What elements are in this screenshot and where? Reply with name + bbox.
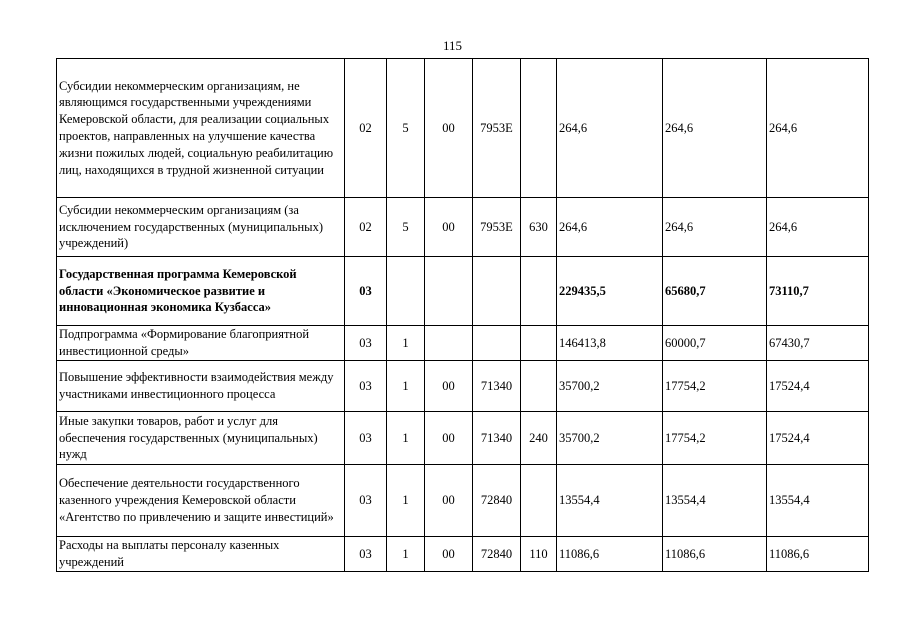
table-row (57, 257, 869, 326)
sum-3: 73110,7 (767, 257, 869, 326)
row-name: Расходы на выплаты персоналу казенных учреждений (57, 537, 345, 572)
program-code: 03 (345, 412, 387, 465)
sum-2: 13554,4 (663, 465, 767, 537)
sum-1: 146413,8 (557, 326, 663, 361)
group-code (425, 326, 473, 361)
subprogram-code: 1 (387, 326, 425, 361)
sum-1: 13554,4 (557, 465, 663, 537)
subprogram-code: 1 (387, 465, 425, 537)
page-number: 115 (442, 38, 463, 53)
row-name: Государственная программа Кемеровской области «Экономическое развитие и инновационная экономика Кузбасса» (57, 257, 345, 326)
sum-1: 229435,5 (557, 257, 663, 326)
subprogram-code: 5 (387, 59, 425, 198)
sum-3: 17524,4 (767, 412, 869, 465)
budget-table (56, 58, 869, 572)
sum-2: 264,6 (663, 59, 767, 198)
group-code: 00 (425, 198, 473, 257)
program-code: 03 (345, 537, 387, 572)
direction-code: 7953Е (473, 59, 521, 198)
table-row (57, 537, 869, 572)
sum-3: 67430,7 (767, 326, 869, 361)
group-code: 00 (425, 59, 473, 198)
sum-3: 11086,6 (767, 537, 869, 572)
direction-code: 71340 (473, 361, 521, 412)
direction-code: 7953Е (473, 198, 521, 257)
direction-code: 72840 (473, 465, 521, 537)
sum-3: 264,6 (767, 59, 869, 198)
sum-2: 60000,7 (663, 326, 767, 361)
sum-3: 264,6 (767, 198, 869, 257)
program-code: 02 (345, 59, 387, 198)
sum-1: 264,6 (557, 198, 663, 257)
table-row (57, 361, 869, 412)
row-name: Подпрограмма «Формирование благоприятной инвестиционной среды» (57, 326, 345, 361)
program-code: 03 (345, 326, 387, 361)
expense-type-code: 240 (521, 412, 557, 465)
table-row (57, 198, 869, 257)
row-name: Иные закупки товаров, работ и услуг для обеспечения государственных (муниципальных) нужд (57, 412, 345, 465)
sum-1: 264,6 (557, 59, 663, 198)
program-code: 02 (345, 198, 387, 257)
sum-2: 264,6 (663, 198, 767, 257)
sum-2: 11086,6 (663, 537, 767, 572)
sum-2: 17754,2 (663, 412, 767, 465)
group-code: 00 (425, 412, 473, 465)
expense-type-code (521, 326, 557, 361)
expense-type-code: 110 (521, 537, 557, 572)
row-name: Субсидии некоммерческим организациям, не являющимся государственными учреждениями Кемеровской области, для реализации социальных проектов, направленных на улучшение качества жизни пожилых людей, социальную реабилитацию лиц, находящихся в трудной жизненной ситуации (57, 59, 345, 198)
expense-type-code (521, 361, 557, 412)
expense-type-code (521, 465, 557, 537)
subprogram-code: 1 (387, 361, 425, 412)
table-row (57, 59, 869, 198)
subprogram-code: 1 (387, 537, 425, 572)
program-code: 03 (345, 465, 387, 537)
expense-type-code (521, 59, 557, 198)
sum-1: 11086,6 (557, 537, 663, 572)
group-code: 00 (425, 537, 473, 572)
table-row (57, 465, 869, 537)
program-code: 03 (345, 257, 387, 326)
sum-2: 17754,2 (663, 361, 767, 412)
direction-code: 72840 (473, 537, 521, 572)
sum-3: 13554,4 (767, 465, 869, 537)
direction-code (473, 326, 521, 361)
direction-code (473, 257, 521, 326)
row-name: Повышение эффективности взаимодействия между участниками инвестиционного процесса (57, 361, 345, 412)
expense-type-code (521, 257, 557, 326)
group-code (425, 257, 473, 326)
sum-1: 35700,2 (557, 361, 663, 412)
subprogram-code: 1 (387, 412, 425, 465)
expense-type-code: 630 (521, 198, 557, 257)
subprogram-code (387, 257, 425, 326)
group-code: 00 (425, 465, 473, 537)
row-name: Обеспечение деятельности государственного казенного учреждения Кемеровской области «Агентство по привлечению и защите инвестиций» (57, 465, 345, 537)
sum-1: 35700,2 (557, 412, 663, 465)
group-code: 00 (425, 361, 473, 412)
row-name: Субсидии некоммерческим организациям (за исключением государственных (муниципальных) учреждений) (57, 198, 345, 257)
program-code: 03 (345, 361, 387, 412)
sum-2: 65680,7 (663, 257, 767, 326)
sum-3: 17524,4 (767, 361, 869, 412)
table-row (57, 412, 869, 465)
direction-code: 71340 (473, 412, 521, 465)
subprogram-code: 5 (387, 198, 425, 257)
table-row (57, 326, 869, 361)
